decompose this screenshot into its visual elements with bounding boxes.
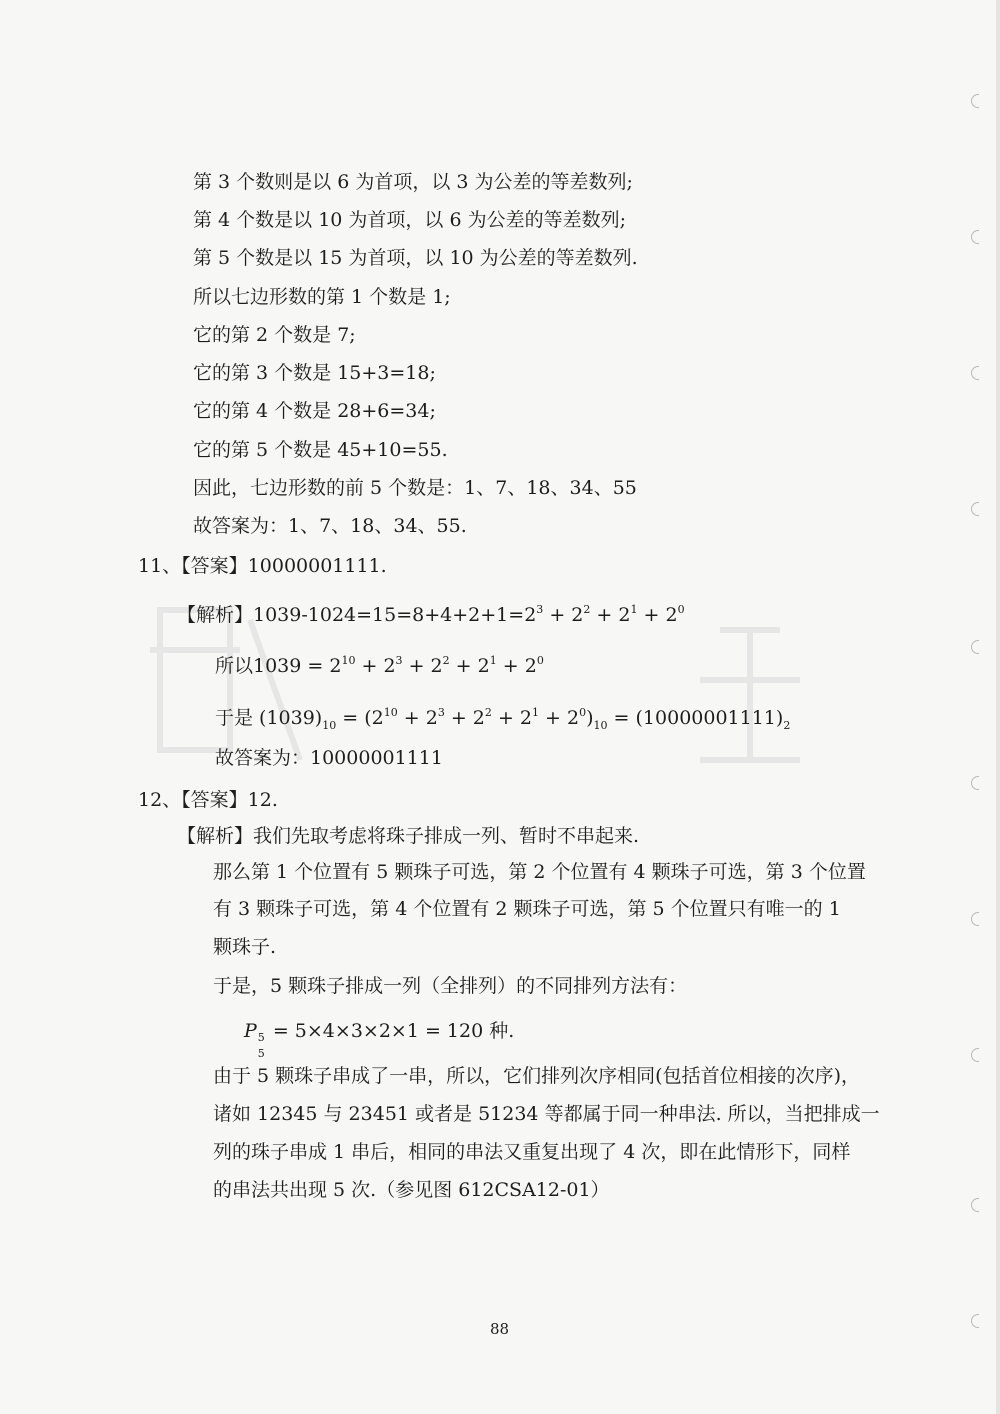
formula-line: P 5 5 = 5×4×3×2×1 = 120 种. — [244, 1020, 515, 1060]
binder-hole-icon — [971, 502, 979, 516]
text-line: 故答案为：1、7、18、34、55. — [193, 515, 467, 537]
text-line: 第 3 个数则是以 6 为首项，以 3 为公差的等差数列; — [193, 171, 633, 193]
answer-heading: 11、【答案】10000001111. — [138, 555, 387, 577]
formula-text: = 5×4×3×2×1 = 120 种. — [266, 1020, 515, 1042]
text-line: 列的珠子串成 1 串后，相同的串法又重复出现了 4 次，即在此情形下，同样 — [213, 1141, 851, 1163]
analysis-text: 【解析】1039-1024=15=8+4+2+1= — [177, 604, 525, 626]
text-line: 第 5 个数是以 15 为首项，以 10 为公差的等差数列. — [193, 247, 638, 269]
text-line: 诸如 12345 与 23451 或者是 51234 等都属于同一种串法. 所以，当把排成一 — [213, 1103, 880, 1125]
binder-hole-icon — [971, 94, 979, 108]
page-number: 88 — [490, 1320, 510, 1338]
text-line: 它的第 5 个数是 45+10=55. — [193, 439, 448, 461]
text-line: 所以七边形数的第 1 个数是 1; — [193, 286, 451, 308]
analysis-line: 【解析】$1039-1024=15=8+4+2+1=2^3 + 2^2 + 2^1 + 2^0$ — [177, 603, 685, 626]
text-line: 由于 5 颗珠子串成了一串，所以，它们排列次序相同(包括首位相接的次序)， — [213, 1065, 860, 1087]
text-line: 它的第 4 个数是 28+6=34; — [193, 400, 436, 422]
binder-hole-icon — [971, 366, 979, 380]
binder-hole-icon — [971, 912, 979, 926]
text-line: 颗珠子. — [213, 936, 277, 958]
text-line: 故答案为：10000001111 — [215, 747, 443, 769]
answer-heading: 12、【答案】12. — [138, 789, 278, 811]
binder-hole-icon — [971, 1314, 979, 1328]
analysis-line: 【解析】我们先取考虑将珠子排成一列、暂时不串起来. — [177, 825, 640, 847]
text-line: 因此，七边形数的前 5 个数是：1、7、18、34、55 — [193, 477, 637, 499]
binder-hole-icon — [971, 230, 979, 244]
math-line: 所以$1039 = 2^{10} + 2^3 + 2^2 + 2^1 + 2^0$ — [215, 654, 544, 677]
binder-hole-icon — [971, 1048, 979, 1062]
math-line: 于是 $(1039)_{10} = (2^{10} + 2^3 + 2^2 + 2^1 + 2^0)_{10} = (10000001111)_2$ — [215, 706, 791, 732]
text-line: 的串法共出现 5 次.（参见图 612CSA12-01） — [213, 1179, 610, 1201]
text-line: 那么第 1 个位置有 5 颗珠子可选，第 2 个位置有 4 颗珠子可选，第 3 个位置 — [213, 861, 866, 883]
binary-result: (10000001111) — [635, 707, 784, 729]
binder-hole-icon — [971, 640, 979, 654]
text-line: 有 3 颗珠子可选，第 4 个位置有 2 颗珠子可选，第 5 个位置只有唯一的 1 — [213, 898, 841, 920]
text-line: 于是，5 颗珠子排成一列（全排列）的不同排列方法有： — [213, 975, 688, 997]
binder-hole-icon — [971, 776, 979, 790]
math-prefix: 于是 (1039) — [215, 707, 323, 729]
text-line: 它的第 3 个数是 15+3=18; — [193, 362, 436, 384]
binder-hole-icon — [971, 1198, 979, 1212]
text-line: 第 4 个数是以 10 为首项，以 6 为公差的等差数列; — [193, 209, 626, 231]
math-prefix: 所以1039 = — [215, 655, 330, 677]
page-edge — [996, 0, 1000, 1414]
text-line: 它的第 2 个数是 7; — [193, 324, 356, 346]
